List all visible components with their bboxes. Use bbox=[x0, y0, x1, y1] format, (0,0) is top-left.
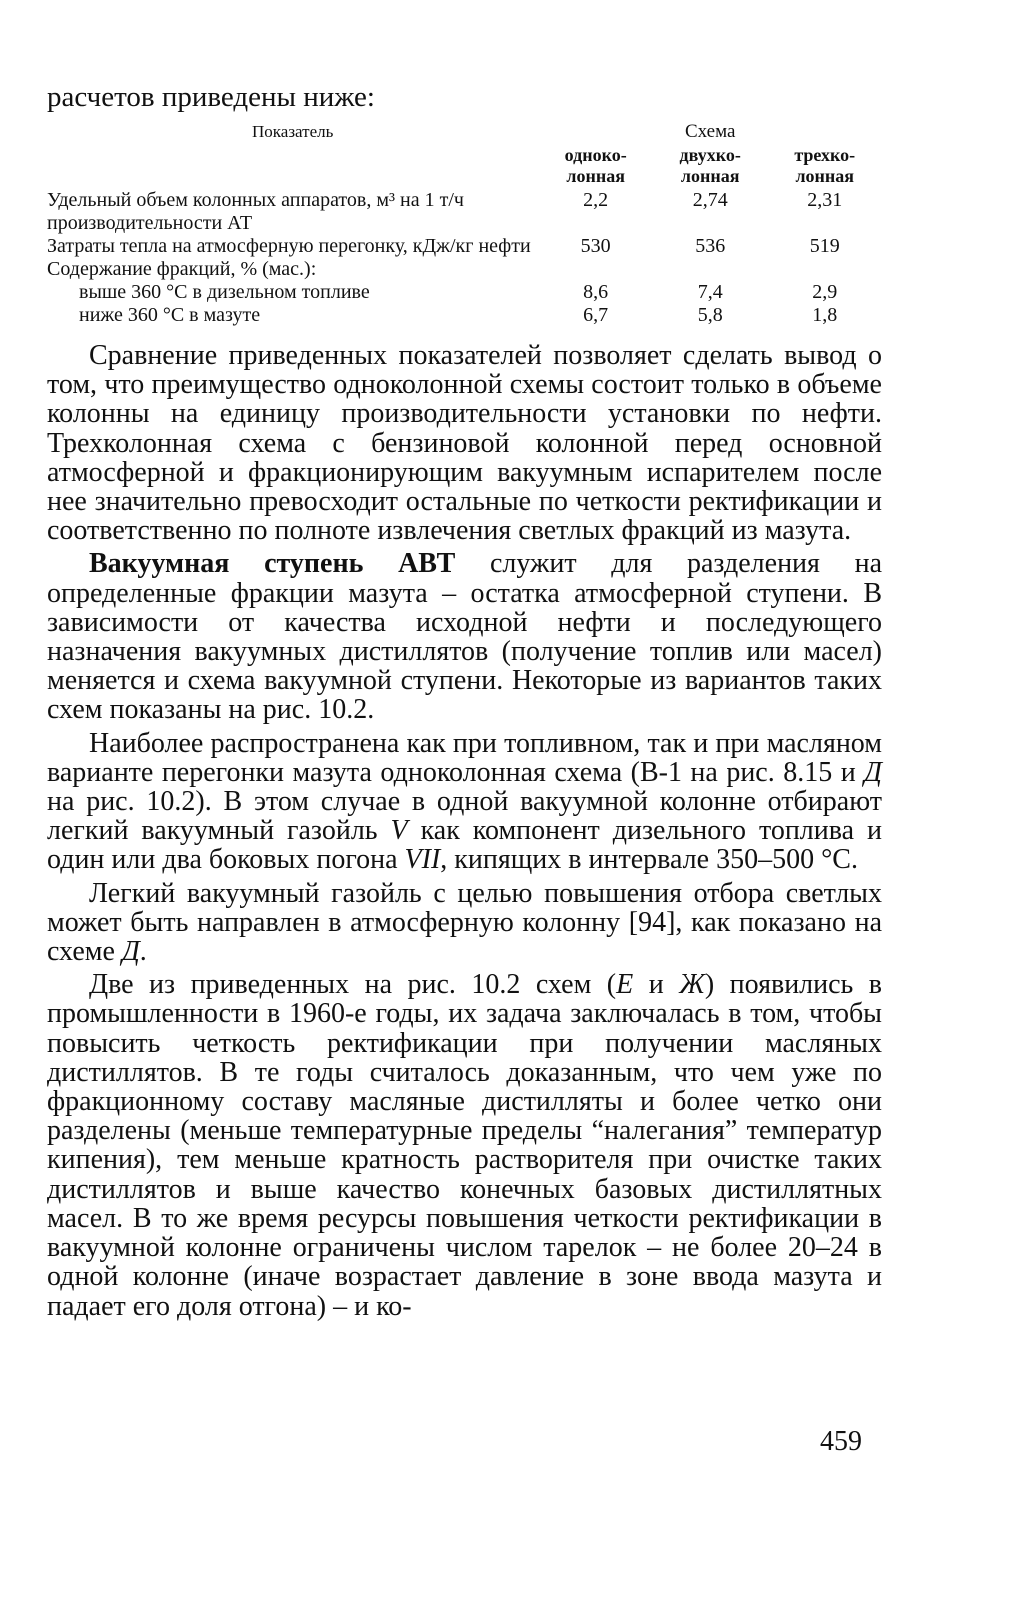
italic-term: Е bbox=[616, 969, 634, 1001]
row-value: 519 bbox=[809, 235, 840, 257]
paragraph-comparison: Сравнение приведенных показателей позволяет сделать вывод о том, что преимущество одноколонной схемы состоит только в объеме колонны на единицу производительности установки по нефти. Трехколонная схема с бензиновой колонной перед основной атмосферной и фракционирующим вакуумным испарителем после нее значительно превосходит остальные по четкости ректификации и соответственно по полноте извлечения светлых фракций из мазута. bbox=[47, 340, 882, 547]
row-value bbox=[538, 258, 653, 281]
paragraph-text: и bbox=[633, 969, 680, 1001]
row-label: Удельный объем колонных аппаратов, м³ на 1 т/ч производительности АТ bbox=[47, 189, 464, 234]
table-row bbox=[47, 281, 882, 304]
paragraph-text: ) появились в промышленности в 1960-е годы, их задача заключалась в том, чтобы повысить четкость ректификации при получении масляных дистиллятов. В те годы считалось доказанным, что чем уже по фракционному составу масляные дистилляты и более четко они разделены (меньше температурные пределы “налегания” температур кипения), тем меньше кратность растворителя при очистке таких дистиллятов и выше качество конечных базовых дистиллятных масел. В то же время ресурсы повышения четкости ректификации в вакуумной колонне ограничены числом тарелок – не более 20–24 в одной колонне (иначе возрастает давление в зоне ввода мазута и падает его доля отгона) – и ко- bbox=[47, 969, 883, 1322]
row-value: 2,31 bbox=[807, 189, 843, 211]
paragraph-text: Легкий вакуумный газойль с целью повышения отбора светлых может быть направлен в атмосферную колонну [94], как показано на схеме bbox=[47, 877, 882, 968]
table-row bbox=[47, 189, 882, 235]
row-value: 5,8 bbox=[697, 304, 723, 326]
row-label: Содержание фракций, % (мас.): bbox=[47, 258, 317, 280]
paragraph-text: как компонент дизельного топлива и один или два боковых погона bbox=[47, 815, 883, 876]
results-table bbox=[47, 120, 882, 327]
row-value: 8,6 bbox=[583, 281, 609, 303]
header-col-3: трехко- лонная bbox=[794, 145, 856, 186]
row-value: 6,7 bbox=[583, 304, 609, 326]
row-label: ниже 360 °С в мазуте bbox=[79, 304, 261, 326]
page-content bbox=[47, 80, 882, 1321]
row-value: 2,74 bbox=[692, 189, 728, 211]
italic-term: V bbox=[390, 815, 408, 847]
table-header-row-1 bbox=[47, 120, 882, 145]
row-value: 530 bbox=[580, 235, 611, 257]
table-row bbox=[47, 304, 882, 327]
paragraph-light-gasoil bbox=[47, 879, 882, 967]
row-value: 2,9 bbox=[812, 281, 838, 303]
row-value: 2,2 bbox=[583, 189, 609, 211]
italic-term: Д bbox=[864, 756, 882, 788]
paragraph-text: на рис. 10.2). В этом случае в одной вакуумной колонне отбирают легкий вакуумный газойль bbox=[47, 786, 882, 847]
paragraph-vacuum-stage bbox=[47, 549, 882, 724]
header-param: Показатель bbox=[252, 122, 334, 141]
italic-term: Д bbox=[121, 936, 140, 968]
row-value bbox=[767, 258, 882, 281]
header-col-2: двухко- лонная bbox=[679, 145, 741, 186]
italic-term: Ж bbox=[679, 969, 705, 1001]
paragraph-text: Наиболее распространена как при топливном, так и при масляном варианте перегонки мазута одноколонная схема (В-1 на рис. 8.15 и bbox=[47, 727, 882, 788]
header-col-1: одноко- лонная bbox=[564, 145, 627, 186]
row-label: Затраты тепла на атмосферную перегонку, кДж/кг нефти bbox=[47, 235, 531, 257]
row-value bbox=[653, 258, 768, 281]
paragraph-single-column bbox=[47, 729, 882, 875]
page-number: 459 bbox=[820, 1426, 862, 1457]
table-row bbox=[47, 235, 882, 258]
paragraph-two-schemes bbox=[47, 970, 882, 1320]
header-scheme: Схема bbox=[684, 121, 736, 142]
intro-line: расчетов приведены ниже: bbox=[47, 81, 375, 113]
row-value: 7,4 bbox=[697, 281, 723, 303]
paragraph-text: , кипящих в интервале 350–500 °С. bbox=[440, 844, 858, 876]
italic-term: VII bbox=[404, 844, 441, 876]
row-label: выше 360 °С в дизельном топливе bbox=[79, 281, 370, 303]
paragraph-text: Две из приведенных на рис. 10.2 схем ( bbox=[89, 969, 617, 1001]
paragraph-text: . bbox=[139, 936, 147, 968]
row-value: 536 bbox=[695, 235, 726, 257]
row-value: 1,8 bbox=[812, 304, 838, 326]
lead-term: Вакуумная ступень АВТ bbox=[89, 548, 456, 580]
paragraph-text: служит для разделения на определенные фракции мазута – остатка атмосферной ступени. В зависимости от качества исходной нефти и последующего назначения вакуумных дистиллятов (получение топлив или масел) меняется и схема вакуумной ступени. Некоторые из вариантов таких схем показаны на рис. 10.2. bbox=[47, 548, 883, 726]
table-row bbox=[47, 258, 882, 281]
